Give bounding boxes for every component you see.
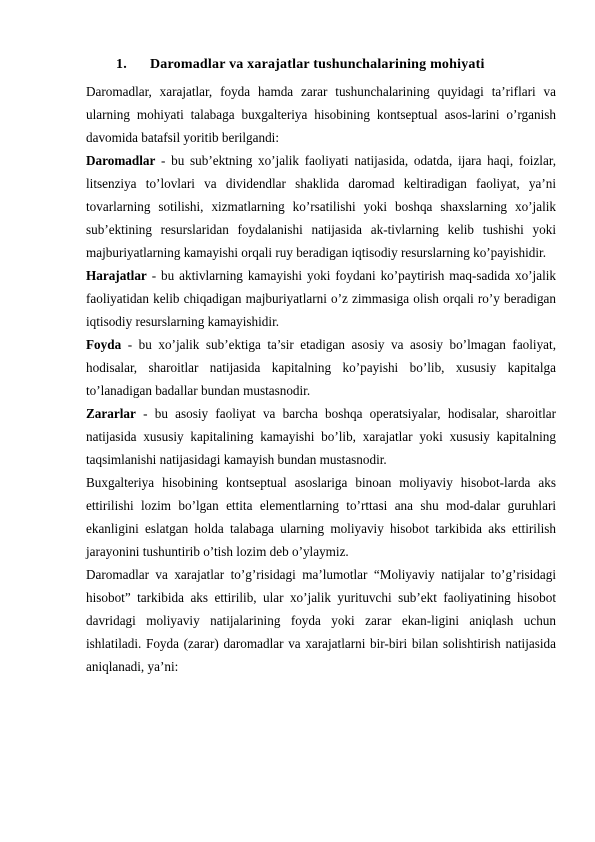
section-number: 1. <box>116 57 127 72</box>
paragraph-text: Daromadlar, xarajatlar, foyda hamda zarar tushunchalarining quyidagi ta’riflari va ularning mohiyati talabaga buxgalteriya hisobining kontseptual asos-larini o’rganish davomida batafsil yoritib berilgandi: <box>86 84 556 145</box>
paragraph-financial-results <box>86 563 556 678</box>
paragraph-term: Foyda <box>86 337 122 352</box>
body-text <box>86 80 556 678</box>
paragraph-foyda <box>86 333 556 402</box>
paragraph-harajatlar <box>86 264 556 333</box>
paragraph-daromadlar <box>86 149 556 264</box>
paragraph-term: Zararlar <box>86 406 136 421</box>
paragraph-intro <box>86 80 556 149</box>
paragraph-text: - bu xo’jalik sub’ektiga ta’sir etadigan asosiy va asosiy bo’lmagan faoliyat, hodisalar, sharoitlar natijasida kapitalning ko’payishi bo’lib, xususiy kapitalga to’lanadigan badallar bundan mustasnodir. <box>86 337 556 398</box>
paragraph-term: Harajatlar <box>86 268 147 283</box>
paragraph-text: Daromadlar va xarajatlar to’g’risidagi ma’lumotlar “Moliyaviy natijalar to’g’risidagi hisobot” tarkibida aks ettirilib, ular xo’jalik yurituvchi sub’ekt faoliyatining hisobot davridagi moliyaviy natijalarining foyda yoki zarar ekan-ligini aniqlash uchun ishlatiladi. Foyda (zarar) daromadlar va xarajatlarni bir-biri bilan solishtirish natijasida aniqlanadi, ya’ni: <box>86 567 556 674</box>
paragraph-text: - bu asosiy faoliyat va barcha boshqa operatsiyalar, hodisalar, sharoitlar natijasida xususiy kapitalining kamayishi bo’lib, xarajatlar yoki xususiy kapitalning taqsimlanishi natijasidagi kamayish bundan mustasnodir. <box>86 406 556 467</box>
section-heading <box>86 57 556 73</box>
section-title: Daromadlar va xarajatlar tushunchalarining mohiyati <box>150 57 485 72</box>
paragraph-term: Daromadlar <box>86 153 156 168</box>
paragraph-text: - bu sub’ektning xo’jalik faoliyati natijasida, odatda, ijara haqi, foizlar, litsenziya to’lovlari va dividendlar shaklida daromad keltiradigan faoliyat, ya’ni tovarlarning sotilishi, xizmatlarning ko’rsatilishi yoki boshqa shaxslarning xo’jalik sub’ektining resurslaridan foydalanishi natijasida ak-tivlarning kelib tushishi yoki majburiyatlarning kamayishi orqali ruy beradigan iqtisodiy resurslarning ko’payishidir. <box>86 153 556 260</box>
paragraph-conceptual-basis <box>86 471 556 563</box>
paragraph-zararlar <box>86 402 556 471</box>
paragraph-text: Buxgalteriya hisobining kontseptual asoslariga binoan moliyaviy hisobot-larda aks ettirilishi lozim bo’lgan ettita elementlarning to’rttasi ana shu mod-dalar guruhlari ekanligini eslatgan holda talabaga ularning moliyaviy hisobot tarkibida aks ettirilish jarayonini tushuntirib o’tish lozim deb o’ylaymiz. <box>86 475 556 559</box>
paragraph-text: - bu aktivlarning kamayishi yoki foydani ko’paytirish maq-sadida xo’jalik faoliyatidan kelib chiqadigan majburiyatlarni o’z zimmasiga olish orqali ro’y beradigan iqtisodiy resurslarning kamayishidir. <box>86 268 556 329</box>
